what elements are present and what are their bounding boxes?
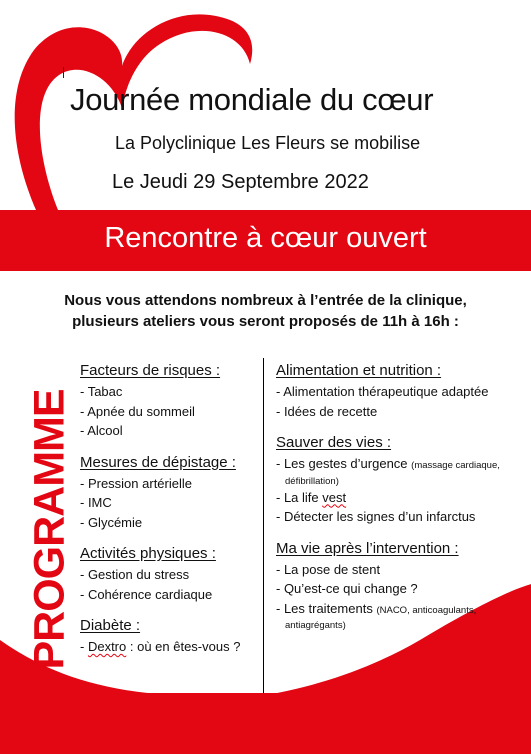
list-item: - Alimentation thérapeutique adaptée xyxy=(276,384,489,399)
list-item: - Gestion du stress xyxy=(80,567,190,582)
item-text: - Les traitements xyxy=(276,600,373,616)
section-heading: Alimentation et nutrition : xyxy=(276,362,442,379)
section-heading: Ma vie après l’intervention : xyxy=(276,539,459,557)
programme-label: PROGRAMME xyxy=(25,389,74,670)
banner-text: Rencontre à cœur ouvert xyxy=(104,222,427,254)
spellcheck-word: Dextro xyxy=(87,639,127,654)
intro-line-1: Nous vous attendons nombreux à l’entrée de la clinique, xyxy=(64,292,467,309)
section-risk-factors xyxy=(80,362,260,441)
list-item: - Qu’est-ce qui change ? xyxy=(276,581,418,596)
list-item: - La pose de stent xyxy=(276,561,381,577)
subtitle: La Polyclinique Les Fleurs se mobilise xyxy=(115,133,421,153)
intro-line-2: plusieurs ateliers vous seront proposés de 11h à 16h : xyxy=(72,313,459,330)
list-item: - Détecter les signes d’un infarctus xyxy=(276,509,476,524)
section-physical-activity xyxy=(80,545,260,604)
page-title: Journée mondiale du cœur xyxy=(70,82,434,117)
item-note: (NACO, anticoagulants, xyxy=(376,604,477,616)
column-divider xyxy=(263,358,264,693)
list-item xyxy=(276,599,521,621)
section-heading: Facteurs de risques : xyxy=(80,362,221,379)
item-note-continued: défibrillation) xyxy=(285,475,339,487)
list-item: - Pression artérielle xyxy=(80,475,192,491)
list-item xyxy=(276,454,521,476)
headline-banner xyxy=(0,210,531,271)
item-text: - Les gestes d’urgence xyxy=(276,456,408,471)
list-item: - Cohérence cardiaque xyxy=(80,586,213,602)
left-column xyxy=(80,362,260,670)
event-date: Le Jeudi 29 Septembre 2022 xyxy=(112,171,369,193)
section-heading: Activités physiques : xyxy=(80,545,216,562)
text-cursor xyxy=(63,67,64,78)
spellcheck-word: vest xyxy=(322,489,347,505)
item-note-continued: antiagrégants) xyxy=(285,620,346,631)
section-heading: Diabète : xyxy=(80,617,141,634)
section-saving-lives xyxy=(276,434,521,527)
section-heading: Mesures de dépistage : xyxy=(80,453,236,471)
item-rest: : où en êtes-vous ? xyxy=(126,639,241,654)
list-item: - IMC xyxy=(80,495,112,510)
section-screening xyxy=(80,454,260,533)
right-column xyxy=(276,362,521,645)
section-after-intervention xyxy=(276,540,521,633)
item-prefix: - La life xyxy=(276,489,323,505)
section-heading: Sauver des vies : xyxy=(276,434,392,451)
list-item: - Alcool xyxy=(80,423,123,438)
list-item: - Apnée du sommeil xyxy=(80,403,195,419)
list-item: - Tabac xyxy=(80,384,123,399)
list-item xyxy=(80,637,260,657)
section-nutrition xyxy=(276,362,521,421)
item-note: (massage cardiaque, xyxy=(411,460,500,471)
section-diabetes xyxy=(80,617,260,657)
list-item: - Glycémie xyxy=(80,514,143,530)
list-item: - Idées de recette xyxy=(276,403,378,419)
intro-text xyxy=(0,290,531,332)
list-item xyxy=(276,488,521,508)
item-prefix: - xyxy=(80,639,88,654)
